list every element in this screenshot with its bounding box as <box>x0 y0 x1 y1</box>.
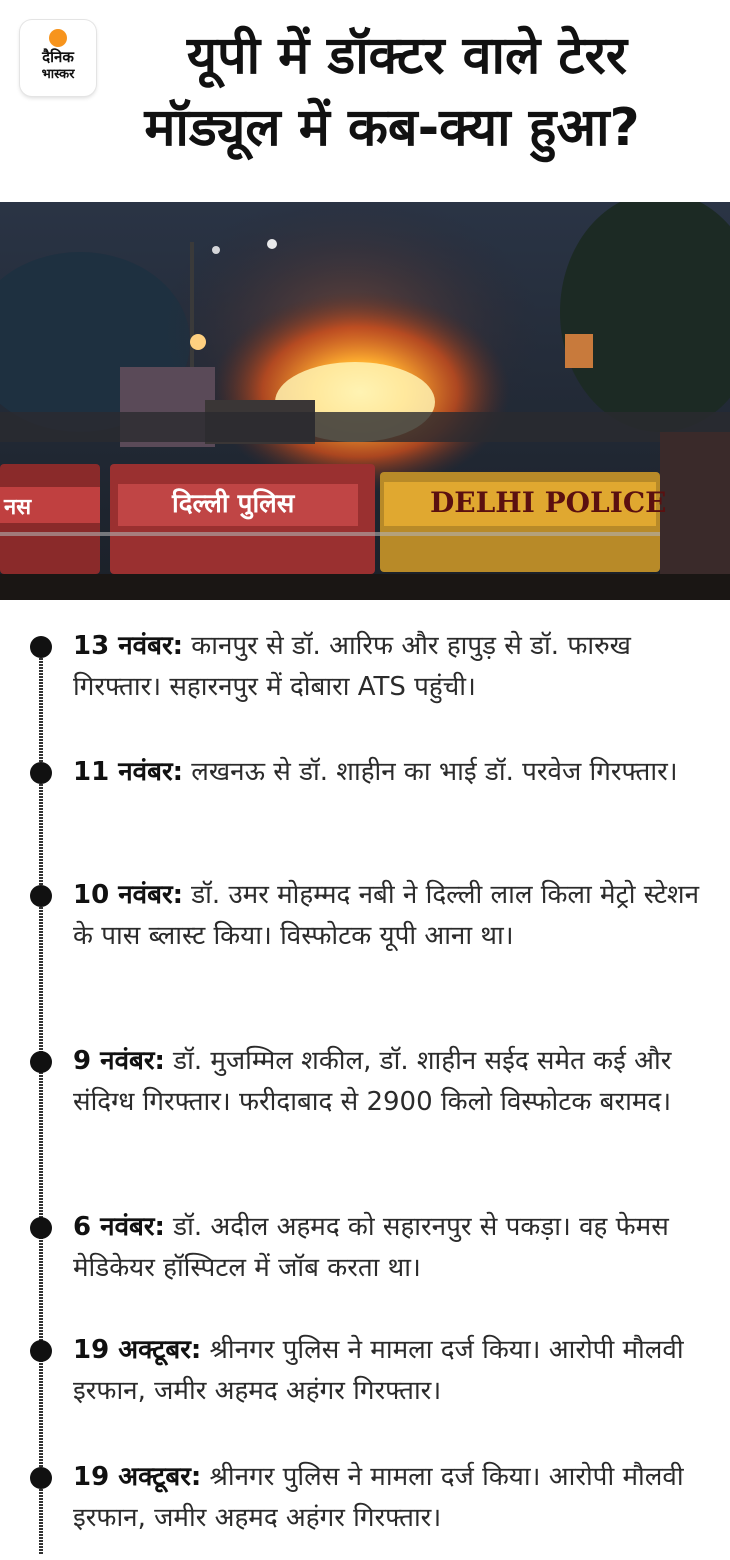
bullet-icon <box>30 1051 52 1073</box>
event-date: 13 नवंबर: <box>73 631 183 661</box>
barricade-sign-english: DELHI POLICE <box>430 486 667 519</box>
event-date: 10 नवंबर: <box>73 880 183 910</box>
title-line-1: यूपी में डॉक्टर वाले टेरर <box>186 26 628 86</box>
bullet-icon <box>30 885 52 907</box>
logo-line-2: भास्कर <box>41 67 75 82</box>
event-text <box>73 1457 718 1539</box>
sun-icon <box>49 29 67 47</box>
event-date: 11 नवंबर: <box>73 757 183 787</box>
bullet-icon <box>30 1467 52 1489</box>
bullet-icon <box>30 762 52 784</box>
logo-line-1: दैनिक <box>42 48 74 66</box>
bullet-icon <box>30 1217 52 1239</box>
event-date: 6 नवंबर: <box>73 1212 165 1242</box>
event-text <box>73 1041 718 1123</box>
event-text <box>73 1207 718 1289</box>
blast-scene-image <box>0 202 730 600</box>
event-description: डॉ. उमर मोहम्मद नबी ने दिल्ली लाल किला मेट्रो स्टेशन के पास ब्लास्ट किया। विस्फोटक यूपी आना था। <box>73 880 700 951</box>
event-date: 19 अक्टूबर: <box>73 1335 202 1365</box>
news-photo <box>0 202 730 600</box>
event-description: लखनऊ से डॉ. शाहीन का भाई डॉ. परवेज गिरफ्तार। <box>183 757 678 787</box>
bullet-icon <box>30 636 52 658</box>
page-title <box>72 20 712 164</box>
barricade-sign-left: नस <box>4 495 32 520</box>
event-text <box>73 875 718 957</box>
title-line-2: मॉड्यूल में कब-क्या हुआ? <box>144 98 640 158</box>
event-description: डॉ. मुजम्मिल शकील, डॉ. शाहीन सईद समेत कई और संदिग्ध गिरफ्तार। फरीदाबाद से 2900 किलो विस्फोटक बरामद। <box>73 1046 672 1117</box>
event-text <box>73 626 718 708</box>
event-text <box>73 752 718 793</box>
event-description: डॉ. अदील अहमद को सहारनपुर से पकड़ा। वह फेमस मेडिकेयर हॉस्पिटल में जॉब करता था। <box>73 1212 669 1283</box>
header <box>0 0 730 200</box>
timeline <box>0 602 730 1560</box>
event-description: श्रीनगर पुलिस ने मामला दर्ज किया। आरोपी मौलवी इरफान, जमीर अहमद अहंगर गिरफ्तार। <box>73 1462 684 1533</box>
event-text <box>73 1330 718 1412</box>
event-description: श्रीनगर पुलिस ने मामला दर्ज किया। आरोपी मौलवी इरफान, जमीर अहमद अहंगर गिरफ्तार। <box>73 1335 684 1406</box>
event-description: कानपुर से डॉ. आरिफ और हापुड़ से डॉ. फारुख गिरफ्तार। सहारनपुर में दोबारा ATS पहुंची। <box>73 631 631 702</box>
event-date: 9 नवंबर: <box>73 1046 165 1076</box>
barricade-sign-hindi: दिल्ली पुलिस <box>172 489 295 519</box>
event-date: 19 अक्टूबर: <box>73 1462 202 1492</box>
bullet-icon <box>30 1340 52 1362</box>
